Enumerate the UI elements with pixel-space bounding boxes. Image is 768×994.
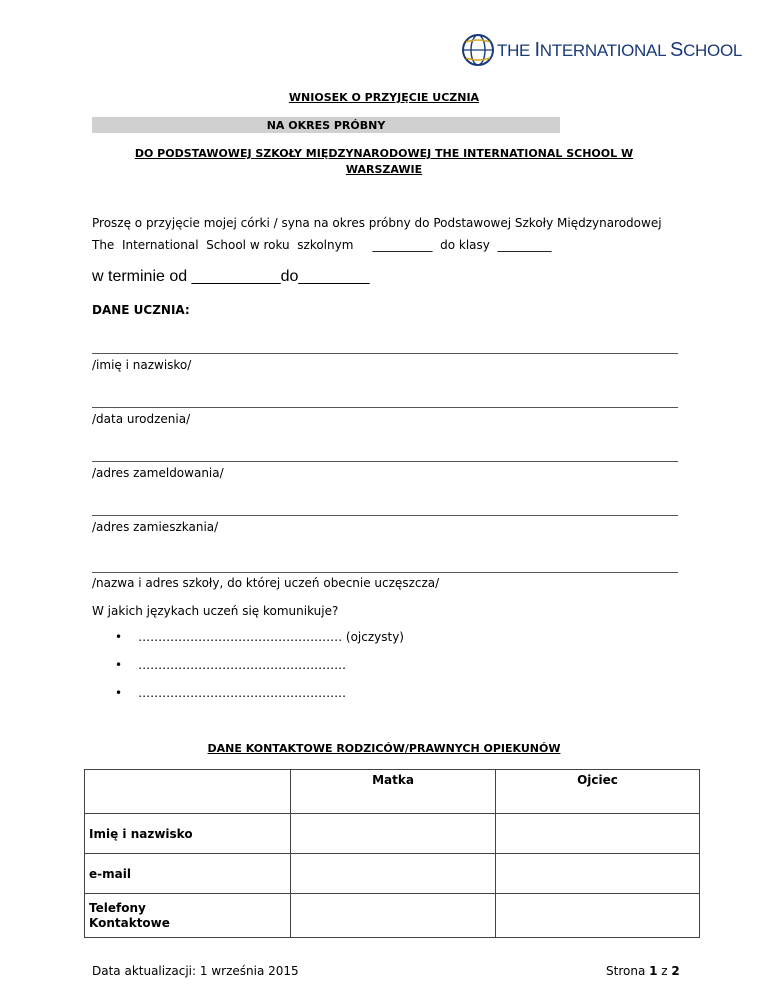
- mother-phone-cell[interactable]: [291, 894, 496, 938]
- name-field-label: /imię i nazwisko/: [92, 358, 192, 372]
- registered-address-field-label: /adres zameldowania/: [92, 466, 224, 480]
- mother-email-cell[interactable]: [291, 854, 496, 894]
- table-row: [85, 894, 700, 938]
- form-title: WNIOSEK O PRZYJĘCIE UCZNIA: [288, 91, 480, 104]
- globe-icon: [460, 32, 496, 68]
- request-line-1: Proszę o przyjęcie mojej córki / syna na okres próbny do Podstawowej Szkoły Międzynarodowej: [92, 216, 662, 230]
- form-subtitle: NA OKRES PRÓBNY: [266, 119, 386, 132]
- mother-name-cell[interactable]: [291, 814, 496, 854]
- table-row: [85, 854, 700, 894]
- contacts-table: [84, 769, 700, 938]
- footer-page-number: Strona 1 z 2: [606, 964, 680, 978]
- father-phone-cell[interactable]: [496, 894, 700, 938]
- request-line-2: The International School w roku szkolnym __________ do klasy _________: [92, 238, 552, 252]
- table-row: [85, 814, 700, 854]
- name-field-line[interactable]: [92, 353, 678, 354]
- school-logo: [460, 32, 742, 68]
- phone-row-label: Telefony Kontaktowe: [85, 894, 291, 938]
- student-heading: DANE UCZNIA:: [92, 303, 190, 317]
- language-item: • …………………………………………… (ojczysty): [115, 630, 404, 644]
- logo-text: THE INTERNATIONAL SCHOOL: [497, 38, 743, 61]
- language-item: • …………………………………………….: [115, 686, 346, 700]
- mother-column-header: Matka: [291, 770, 496, 814]
- language-item: • …………………………………………….: [115, 658, 346, 672]
- footer-update-date: Data aktualizacji: 1 września 2015: [92, 964, 299, 978]
- languages-question: W jakich językach uczeń się komunikuje?: [92, 604, 339, 618]
- current-school-field-line[interactable]: [92, 572, 678, 573]
- table-header-row: [85, 770, 700, 814]
- email-row-label: e-mail: [85, 854, 291, 894]
- school-name-line2: WARSZAWIE: [345, 163, 423, 176]
- birthdate-field-line[interactable]: [92, 407, 678, 408]
- term-line: w terminie od __________do________: [92, 268, 370, 285]
- birthdate-field-label: /data urodzenia/: [92, 412, 191, 426]
- residence-address-field-label: /adres zamieszkania/: [92, 520, 219, 534]
- school-name-line1: DO PODSTAWOWEJ SZKOŁY MIĘDZYNARODOWEJ THE INTERNATIONAL SCHOOL W: [134, 147, 634, 160]
- name-row-label: Imię i nazwisko: [85, 814, 291, 854]
- empty-header-cell: [85, 770, 291, 814]
- registered-address-field-line[interactable]: [92, 461, 678, 462]
- current-school-field-label: /nazwa i adres szkoły, do której uczeń obecnie uczęszcza/: [92, 576, 440, 590]
- father-column-header: Ojciec: [496, 770, 700, 814]
- residence-address-field-line[interactable]: [92, 515, 678, 516]
- father-name-cell[interactable]: [496, 814, 700, 854]
- contacts-heading: DANE KONTAKTOWE RODZICÓW/PRAWNYCH OPIEKUNÓW: [207, 742, 561, 755]
- father-email-cell[interactable]: [496, 854, 700, 894]
